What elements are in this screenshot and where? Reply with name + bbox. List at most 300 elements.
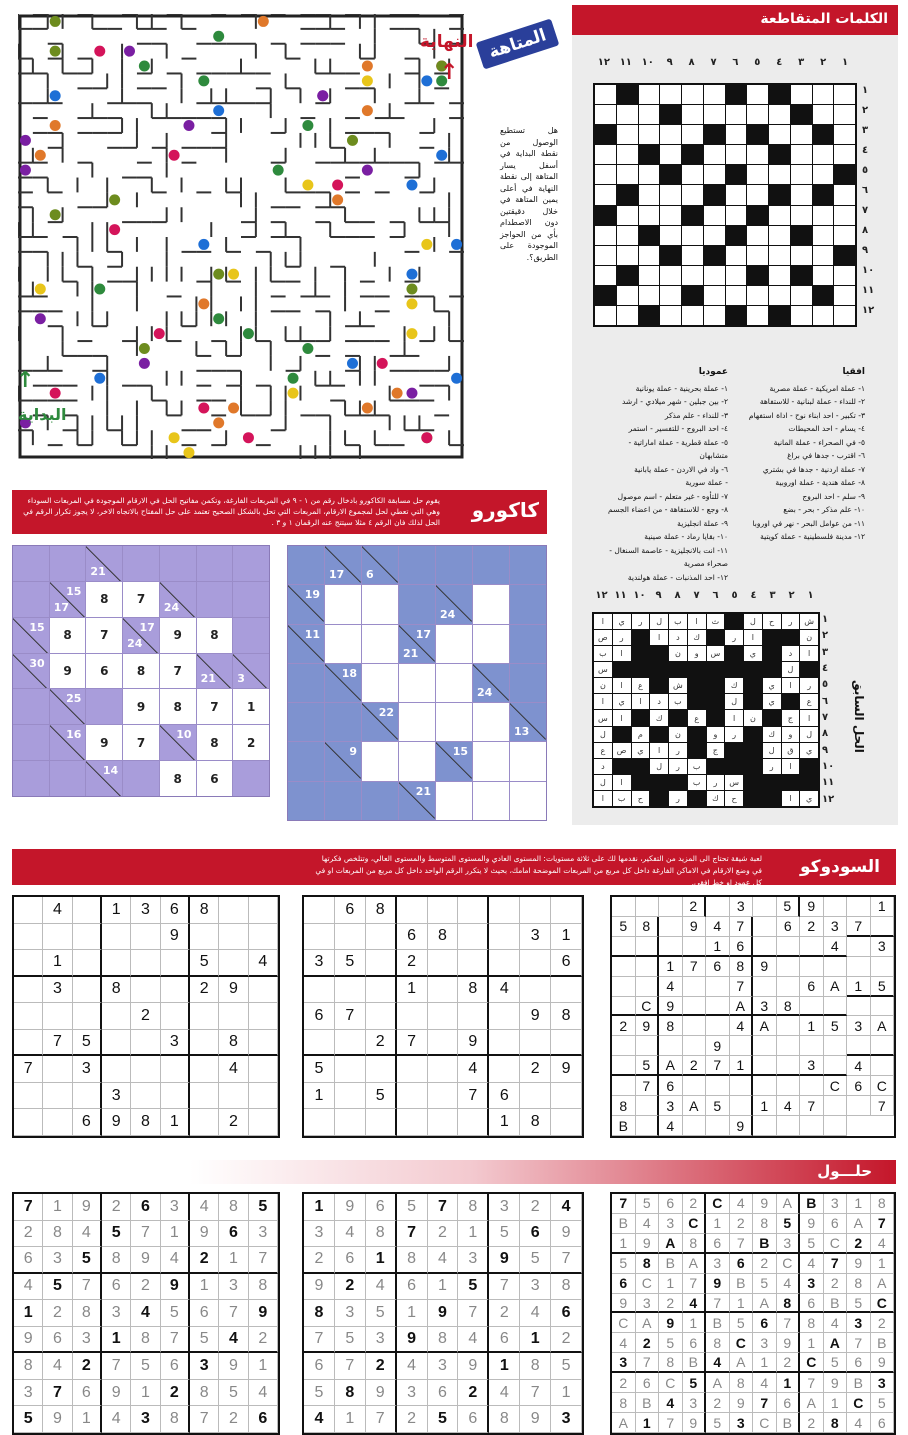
sudoku-cell[interactable]: [458, 897, 489, 924]
sudoku-cell[interactable]: [131, 1056, 160, 1083]
crossword-cell[interactable]: [769, 266, 790, 285]
kakuro-cell[interactable]: [473, 585, 509, 623]
sudoku-cell[interactable]: [824, 1056, 848, 1076]
crossword-cell[interactable]: [834, 125, 855, 144]
crossword-cell[interactable]: [813, 145, 834, 164]
crossword-cell[interactable]: [834, 286, 855, 305]
sudoku-cell[interactable]: [871, 1036, 895, 1056]
sudoku-cell[interactable]: [14, 1003, 43, 1030]
sudoku-cell[interactable]: [683, 1036, 707, 1056]
crossword-cell[interactable]: [747, 165, 768, 184]
kakuro-cell[interactable]: [325, 585, 361, 623]
sudoku-cell[interactable]: [161, 977, 190, 1004]
crossword-cell[interactable]: [726, 145, 747, 164]
kakuro-puzzle-grid[interactable]: [287, 545, 547, 821]
sudoku-cell[interactable]: [777, 1056, 801, 1076]
crossword-cell[interactable]: [834, 185, 855, 204]
sudoku-cell[interactable]: [335, 1030, 366, 1057]
crossword-cell[interactable]: [791, 165, 812, 184]
sudoku-cell[interactable]: [706, 1116, 730, 1136]
sudoku-cell[interactable]: [190, 1003, 219, 1030]
sudoku-cell[interactable]: [753, 1116, 777, 1136]
sudoku-cell[interactable]: [43, 1056, 72, 1083]
crossword-cell[interactable]: [617, 306, 638, 325]
sudoku-cell[interactable]: [428, 897, 459, 924]
sudoku-cell[interactable]: [683, 977, 707, 997]
crossword-cell[interactable]: [639, 286, 660, 305]
crossword-cell[interactable]: [617, 246, 638, 265]
crossword-cell[interactable]: [660, 206, 681, 225]
sudoku-cell[interactable]: [730, 1036, 754, 1056]
sudoku-cell[interactable]: [73, 1003, 102, 1030]
crossword-cell[interactable]: [617, 206, 638, 225]
sudoku-cell[interactable]: [706, 1076, 730, 1096]
sudoku-cell[interactable]: [73, 924, 102, 951]
sudoku-cell[interactable]: [636, 1096, 660, 1116]
sudoku-cell[interactable]: [43, 924, 72, 951]
sudoku-cell[interactable]: [683, 1016, 707, 1036]
kakuro-cell[interactable]: [473, 742, 509, 780]
crossword-cell[interactable]: [660, 226, 681, 245]
crossword-cell[interactable]: [617, 105, 638, 124]
sudoku-cell[interactable]: [14, 950, 43, 977]
crossword-cell[interactable]: [595, 185, 616, 204]
sudoku-cell[interactable]: [335, 1109, 366, 1136]
kakuro-cell[interactable]: [362, 664, 398, 702]
crossword-cell[interactable]: [791, 206, 812, 225]
sudoku-cell[interactable]: [73, 950, 102, 977]
crossword-cell[interactable]: [682, 185, 703, 204]
crossword-cell[interactable]: [747, 246, 768, 265]
sudoku-cell[interactable]: [304, 897, 335, 924]
sudoku-cell[interactable]: [458, 1003, 489, 1030]
sudoku-cell[interactable]: [428, 1003, 459, 1030]
sudoku-cell[interactable]: [43, 1003, 72, 1030]
crossword-cell[interactable]: [747, 145, 768, 164]
crossword-cell[interactable]: [747, 306, 768, 325]
sudoku-cell[interactable]: [659, 1036, 683, 1056]
crossword-cell[interactable]: [769, 125, 790, 144]
sudoku-puzzle-easy[interactable]: [12, 895, 280, 1138]
crossword-cell[interactable]: [617, 145, 638, 164]
crossword-cell[interactable]: [704, 85, 725, 104]
sudoku-cell[interactable]: [520, 1083, 551, 1110]
kakuro-cell[interactable]: [362, 625, 398, 663]
kakuro-cell[interactable]: [325, 625, 361, 663]
crossword-cell[interactable]: [595, 246, 616, 265]
crossword-cell[interactable]: [660, 286, 681, 305]
sudoku-cell[interactable]: [520, 950, 551, 977]
sudoku-cell[interactable]: [161, 1003, 190, 1030]
crossword-cell[interactable]: [682, 226, 703, 245]
sudoku-cell[interactable]: [102, 1056, 131, 1083]
kakuro-cell[interactable]: [362, 742, 398, 780]
sudoku-cell[interactable]: [753, 917, 777, 937]
crossword-cell[interactable]: [747, 85, 768, 104]
sudoku-cell[interactable]: [335, 1056, 366, 1083]
sudoku-cell[interactable]: [612, 937, 636, 957]
sudoku-cell[interactable]: [14, 924, 43, 951]
sudoku-cell[interactable]: [249, 924, 278, 951]
sudoku-cell[interactable]: [824, 957, 848, 977]
crossword-cell[interactable]: [834, 206, 855, 225]
crossword-cell[interactable]: [747, 185, 768, 204]
sudoku-cell[interactable]: [14, 1109, 43, 1136]
sudoku-cell[interactable]: [489, 950, 520, 977]
sudoku-cell[interactable]: [683, 1116, 707, 1136]
sudoku-cell[interactable]: [249, 1083, 278, 1110]
crossword-cell[interactable]: [791, 286, 812, 305]
sudoku-cell[interactable]: [847, 897, 871, 917]
sudoku-cell[interactable]: [777, 1076, 801, 1096]
sudoku-cell[interactable]: [304, 1030, 335, 1057]
sudoku-cell[interactable]: [800, 937, 824, 957]
crossword-cell[interactable]: [791, 85, 812, 104]
sudoku-cell[interactable]: [824, 1116, 848, 1136]
sudoku-cell[interactable]: [871, 1056, 895, 1076]
sudoku-cell[interactable]: [397, 1003, 428, 1030]
crossword-cell[interactable]: [834, 226, 855, 245]
sudoku-cell[interactable]: [335, 1083, 366, 1110]
sudoku-cell[interactable]: [43, 1083, 72, 1110]
crossword-cell[interactable]: [639, 165, 660, 184]
crossword-cell[interactable]: [704, 165, 725, 184]
sudoku-cell[interactable]: [219, 924, 248, 951]
crossword-cell[interactable]: [639, 185, 660, 204]
crossword-cell[interactable]: [595, 85, 616, 104]
crossword-cell[interactable]: [834, 105, 855, 124]
sudoku-cell[interactable]: [190, 1083, 219, 1110]
sudoku-cell[interactable]: [706, 897, 730, 917]
sudoku-cell[interactable]: [131, 924, 160, 951]
crossword-cell[interactable]: [813, 306, 834, 325]
sudoku-cell[interactable]: [777, 1036, 801, 1056]
sudoku-cell[interactable]: [520, 897, 551, 924]
sudoku-cell[interactable]: [489, 1003, 520, 1030]
sudoku-cell[interactable]: [551, 977, 582, 1004]
sudoku-cell[interactable]: [489, 924, 520, 951]
kakuro-cell[interactable]: [436, 703, 472, 741]
sudoku-cell[interactable]: [249, 1003, 278, 1030]
crossword-cell[interactable]: [834, 145, 855, 164]
sudoku-cell[interactable]: [636, 1116, 660, 1136]
sudoku-cell[interactable]: [14, 897, 43, 924]
crossword-cell[interactable]: [769, 105, 790, 124]
sudoku-cell[interactable]: [161, 950, 190, 977]
sudoku-cell[interactable]: [753, 977, 777, 997]
sudoku-cell[interactable]: [14, 977, 43, 1004]
sudoku-cell[interactable]: [706, 977, 730, 997]
crossword-cell[interactable]: [682, 125, 703, 144]
kakuro-cell[interactable]: [362, 585, 398, 623]
sudoku-cell[interactable]: [706, 1016, 730, 1036]
crossword-cell[interactable]: [682, 306, 703, 325]
crossword-cell[interactable]: [813, 105, 834, 124]
sudoku-cell[interactable]: [428, 977, 459, 1004]
kakuro-cell[interactable]: [510, 742, 546, 780]
kakuro-cell[interactable]: [473, 782, 509, 820]
crossword-cell[interactable]: [747, 226, 768, 245]
kakuro-cell[interactable]: [436, 782, 472, 820]
sudoku-cell[interactable]: [397, 1109, 428, 1136]
sudoku-cell[interactable]: [489, 897, 520, 924]
sudoku-cell[interactable]: [800, 1036, 824, 1056]
crossword-cell[interactable]: [704, 266, 725, 285]
sudoku-cell[interactable]: [871, 957, 895, 977]
sudoku-cell[interactable]: [847, 997, 871, 1017]
sudoku-cell[interactable]: [659, 897, 683, 917]
crossword-cell[interactable]: [682, 105, 703, 124]
crossword-cell[interactable]: [726, 266, 747, 285]
sudoku-cell[interactable]: [489, 1030, 520, 1057]
sudoku-cell[interactable]: [131, 977, 160, 1004]
sudoku-cell[interactable]: [636, 937, 660, 957]
sudoku-cell[interactable]: [753, 937, 777, 957]
sudoku-cell[interactable]: [683, 937, 707, 957]
sudoku-cell[interactable]: [551, 1109, 582, 1136]
sudoku-cell[interactable]: [612, 1036, 636, 1056]
sudoku-cell[interactable]: [366, 1109, 397, 1136]
sudoku-cell[interactable]: [636, 957, 660, 977]
crossword-cell[interactable]: [704, 226, 725, 245]
crossword-cell[interactable]: [791, 125, 812, 144]
sudoku-cell[interactable]: [73, 897, 102, 924]
sudoku-cell[interactable]: [428, 1030, 459, 1057]
sudoku-cell[interactable]: [659, 937, 683, 957]
sudoku-cell[interactable]: [304, 924, 335, 951]
crossword-cell[interactable]: [639, 105, 660, 124]
sudoku-cell[interactable]: [397, 1083, 428, 1110]
crossword-cell[interactable]: [595, 145, 616, 164]
sudoku-cell[interactable]: [366, 950, 397, 977]
crossword-cell[interactable]: [726, 246, 747, 265]
sudoku-cell[interactable]: [335, 977, 366, 1004]
crossword-cell[interactable]: [595, 105, 616, 124]
sudoku-cell[interactable]: [428, 950, 459, 977]
crossword-cell[interactable]: [639, 266, 660, 285]
crossword-cell[interactable]: [639, 85, 660, 104]
maze-grid[interactable]: [18, 14, 464, 459]
kakuro-cell[interactable]: [473, 625, 509, 663]
crossword-cell[interactable]: [639, 246, 660, 265]
sudoku-cell[interactable]: [131, 1030, 160, 1057]
crossword-cell[interactable]: [834, 306, 855, 325]
crossword-cell[interactable]: [682, 85, 703, 104]
crossword-grid[interactable]: [593, 83, 857, 327]
sudoku-cell[interactable]: [612, 1056, 636, 1076]
sudoku-cell[interactable]: [824, 1096, 848, 1116]
crossword-cell[interactable]: [660, 125, 681, 144]
sudoku-cell[interactable]: [73, 1083, 102, 1110]
crossword-cell[interactable]: [617, 226, 638, 245]
crossword-cell[interactable]: [660, 266, 681, 285]
crossword-cell[interactable]: [791, 185, 812, 204]
crossword-cell[interactable]: [639, 125, 660, 144]
sudoku-cell[interactable]: [777, 977, 801, 997]
sudoku-cell[interactable]: [428, 1109, 459, 1136]
sudoku-cell[interactable]: [366, 977, 397, 1004]
crossword-cell[interactable]: [617, 165, 638, 184]
sudoku-cell[interactable]: [730, 1096, 754, 1116]
sudoku-cell[interactable]: [190, 1109, 219, 1136]
crossword-cell[interactable]: [704, 105, 725, 124]
sudoku-cell[interactable]: [847, 1096, 871, 1116]
crossword-cell[interactable]: [617, 125, 638, 144]
crossword-cell[interactable]: [704, 306, 725, 325]
sudoku-cell[interactable]: [636, 1036, 660, 1056]
kakuro-cell[interactable]: [399, 742, 435, 780]
sudoku-cell[interactable]: [551, 1030, 582, 1057]
sudoku-cell[interactable]: [612, 1076, 636, 1096]
crossword-cell[interactable]: [747, 286, 768, 305]
sudoku-cell[interactable]: [612, 957, 636, 977]
sudoku-cell[interactable]: [871, 997, 895, 1017]
sudoku-cell[interactable]: [458, 950, 489, 977]
crossword-cell[interactable]: [704, 206, 725, 225]
crossword-cell[interactable]: [617, 286, 638, 305]
sudoku-cell[interactable]: [824, 1036, 848, 1056]
crossword-cell[interactable]: [813, 206, 834, 225]
sudoku-cell[interactable]: [14, 1030, 43, 1057]
crossword-cell[interactable]: [791, 306, 812, 325]
sudoku-cell[interactable]: [190, 1030, 219, 1057]
crossword-cell[interactable]: [834, 85, 855, 104]
sudoku-cell[interactable]: [824, 997, 848, 1017]
crossword-cell[interactable]: [769, 165, 790, 184]
sudoku-cell[interactable]: [73, 977, 102, 1004]
sudoku-cell[interactable]: [706, 997, 730, 1017]
kakuro-cell[interactable]: [399, 664, 435, 702]
crossword-cell[interactable]: [747, 105, 768, 124]
crossword-cell[interactable]: [660, 85, 681, 104]
sudoku-cell[interactable]: [335, 924, 366, 951]
crossword-cell[interactable]: [682, 246, 703, 265]
sudoku-cell[interactable]: [636, 897, 660, 917]
crossword-cell[interactable]: [704, 286, 725, 305]
sudoku-cell[interactable]: [551, 1083, 582, 1110]
sudoku-cell[interactable]: [847, 1036, 871, 1056]
crossword-cell[interactable]: [813, 165, 834, 184]
sudoku-cell[interactable]: [249, 1109, 278, 1136]
sudoku-cell[interactable]: [753, 1076, 777, 1096]
crossword-cell[interactable]: [813, 266, 834, 285]
crossword-cell[interactable]: [595, 306, 616, 325]
sudoku-puzzle-medium[interactable]: [302, 895, 584, 1138]
sudoku-cell[interactable]: [190, 1056, 219, 1083]
crossword-cell[interactable]: [726, 125, 747, 144]
sudoku-cell[interactable]: [428, 1056, 459, 1083]
sudoku-cell[interactable]: [824, 897, 848, 917]
crossword-cell[interactable]: [813, 246, 834, 265]
crossword-cell[interactable]: [660, 185, 681, 204]
sudoku-cell[interactable]: [102, 1030, 131, 1057]
sudoku-cell[interactable]: [190, 924, 219, 951]
crossword-cell[interactable]: [726, 206, 747, 225]
crossword-cell[interactable]: [595, 266, 616, 285]
crossword-cell[interactable]: [769, 286, 790, 305]
sudoku-cell[interactable]: [612, 997, 636, 1017]
sudoku-cell[interactable]: [753, 897, 777, 917]
sudoku-cell[interactable]: [219, 1083, 248, 1110]
sudoku-cell[interactable]: [800, 957, 824, 977]
crossword-cell[interactable]: [595, 226, 616, 245]
sudoku-cell[interactable]: [520, 1030, 551, 1057]
sudoku-cell[interactable]: [366, 1003, 397, 1030]
sudoku-cell[interactable]: [249, 1056, 278, 1083]
sudoku-cell[interactable]: [777, 957, 801, 977]
sudoku-cell[interactable]: [102, 1003, 131, 1030]
sudoku-cell[interactable]: [43, 1109, 72, 1136]
sudoku-cell[interactable]: [397, 1056, 428, 1083]
crossword-cell[interactable]: [682, 266, 703, 285]
crossword-cell[interactable]: [726, 105, 747, 124]
sudoku-cell[interactable]: [14, 1083, 43, 1110]
sudoku-cell[interactable]: [304, 1109, 335, 1136]
crossword-cell[interactable]: [769, 206, 790, 225]
sudoku-cell[interactable]: [161, 1083, 190, 1110]
sudoku-cell[interactable]: [520, 977, 551, 1004]
crossword-cell[interactable]: [791, 145, 812, 164]
kakuro-cell[interactable]: [399, 703, 435, 741]
sudoku-cell[interactable]: [102, 950, 131, 977]
sudoku-cell[interactable]: [131, 950, 160, 977]
sudoku-cell[interactable]: [102, 924, 131, 951]
sudoku-cell[interactable]: [428, 1083, 459, 1110]
crossword-cell[interactable]: [595, 165, 616, 184]
sudoku-cell[interactable]: [249, 977, 278, 1004]
sudoku-cell[interactable]: [683, 997, 707, 1017]
crossword-cell[interactable]: [813, 85, 834, 104]
sudoku-cell[interactable]: [219, 1003, 248, 1030]
sudoku-cell[interactable]: [683, 1076, 707, 1096]
crossword-cell[interactable]: [660, 306, 681, 325]
sudoku-cell[interactable]: [800, 1116, 824, 1136]
crossword-cell[interactable]: [704, 145, 725, 164]
sudoku-puzzle-hard[interactable]: [610, 895, 896, 1138]
sudoku-cell[interactable]: [458, 924, 489, 951]
sudoku-cell[interactable]: [249, 1030, 278, 1057]
sudoku-cell[interactable]: [219, 950, 248, 977]
sudoku-cell[interactable]: [871, 917, 895, 937]
sudoku-cell[interactable]: [551, 897, 582, 924]
kakuro-cell[interactable]: [436, 664, 472, 702]
sudoku-cell[interactable]: [366, 1056, 397, 1083]
crossword-cell[interactable]: [726, 185, 747, 204]
kakuro-cell[interactable]: [510, 782, 546, 820]
sudoku-cell[interactable]: [730, 1076, 754, 1096]
sudoku-cell[interactable]: [753, 1056, 777, 1076]
sudoku-cell[interactable]: [304, 977, 335, 1004]
sudoku-cell[interactable]: [366, 924, 397, 951]
sudoku-cell[interactable]: [777, 1016, 801, 1036]
sudoku-cell[interactable]: [777, 1116, 801, 1136]
crossword-cell[interactable]: [682, 165, 703, 184]
sudoku-cell[interactable]: [397, 897, 428, 924]
crossword-cell[interactable]: [660, 145, 681, 164]
crossword-cell[interactable]: [639, 206, 660, 225]
sudoku-cell[interactable]: [777, 937, 801, 957]
sudoku-cell[interactable]: [612, 897, 636, 917]
sudoku-cell[interactable]: [659, 917, 683, 937]
sudoku-cell[interactable]: [249, 897, 278, 924]
sudoku-cell[interactable]: [612, 977, 636, 997]
sudoku-cell[interactable]: [458, 1109, 489, 1136]
sudoku-cell[interactable]: [219, 897, 248, 924]
sudoku-cell[interactable]: [489, 1056, 520, 1083]
sudoku-cell[interactable]: [131, 1083, 160, 1110]
kakuro-cell[interactable]: [473, 703, 509, 741]
crossword-cell[interactable]: [726, 286, 747, 305]
